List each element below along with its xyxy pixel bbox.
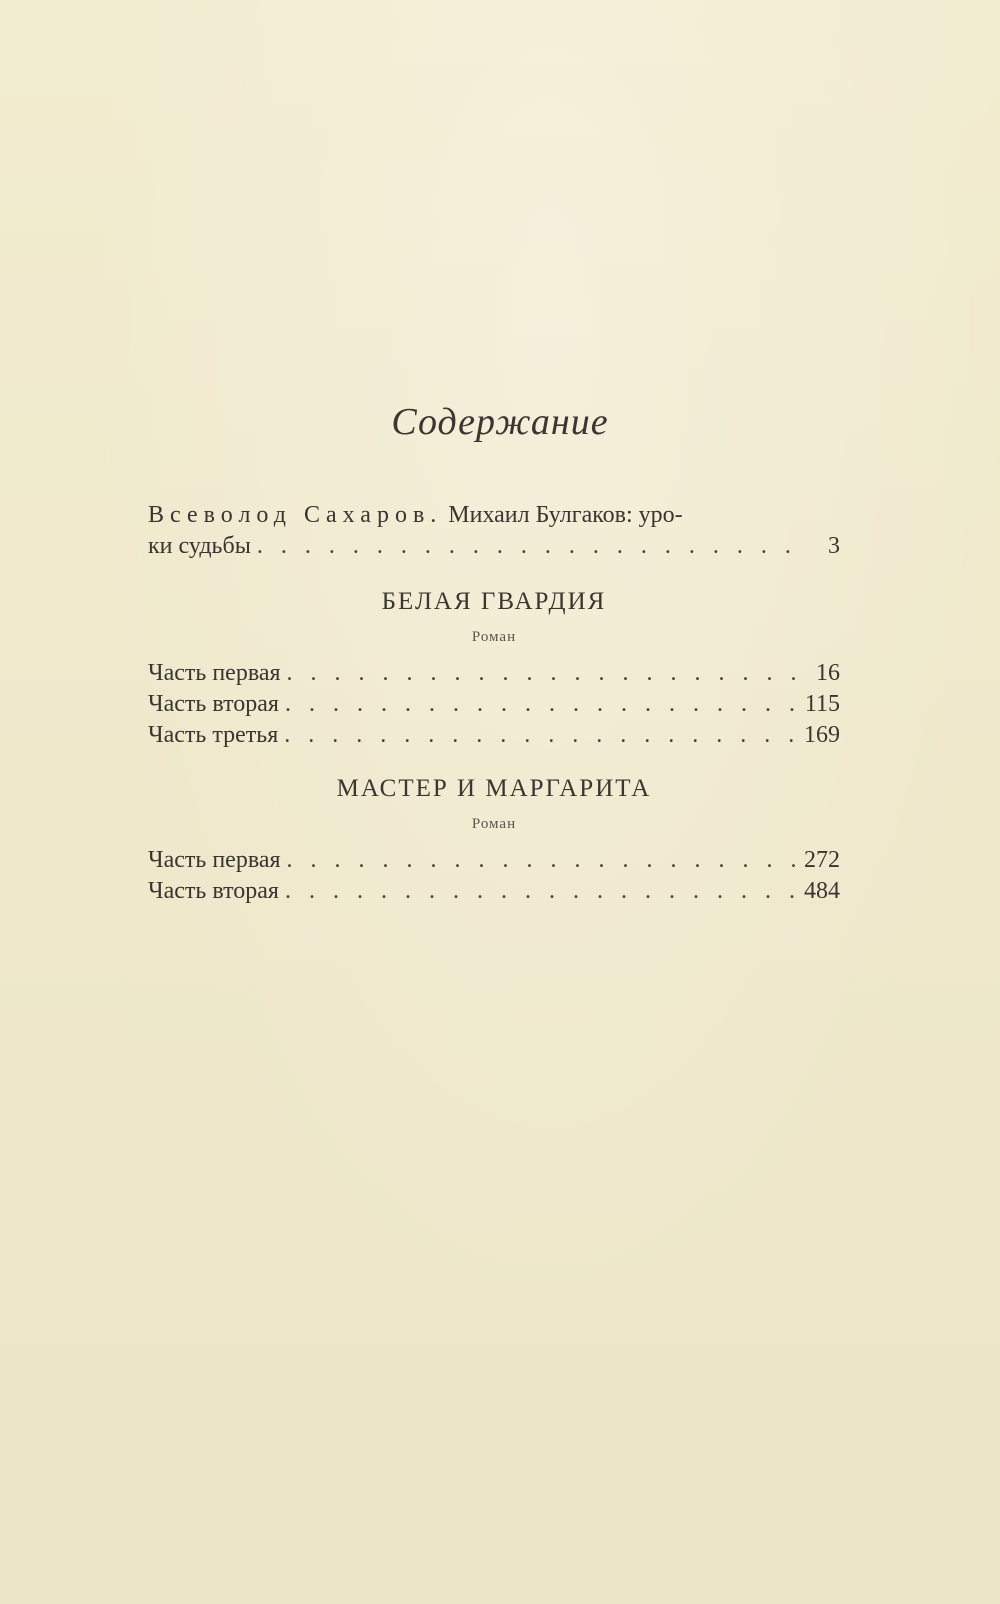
dot-leader <box>285 876 798 907</box>
entry-page: 115 <box>804 691 840 717</box>
entry-label: Часть третья <box>148 722 279 748</box>
intro-page: 3 <box>828 533 840 559</box>
section-title-master-margarita: МАСТЕР И МАРГАРИТА <box>336 775 652 802</box>
page-title: Содержание <box>391 401 609 443</box>
entry-page: 484 <box>804 878 840 904</box>
table-of-contents <box>148 500 840 907</box>
dot-leader <box>287 845 798 876</box>
intro-entry-line2 <box>148 531 840 562</box>
intro-entry-line1 <box>148 500 788 531</box>
section-title-white-guard: БЕЛАЯ ГВАРДИЯ <box>381 588 607 615</box>
entry-label: Часть вторая <box>148 878 279 904</box>
section-subtitle-white-guard: Роман <box>471 629 517 645</box>
toc-entry <box>148 876 840 907</box>
entry-page: 16 <box>816 660 840 686</box>
toc-entry <box>148 689 840 720</box>
entry-label: Часть первая <box>148 660 281 686</box>
dot-leader <box>285 689 798 720</box>
toc-entry <box>148 845 840 876</box>
entry-label: Часть первая <box>148 847 281 873</box>
intro-title-line2: ки судьбы <box>148 533 251 559</box>
dot-leader <box>257 531 798 562</box>
entry-label: Часть вторая <box>148 691 279 717</box>
entry-page: 169 <box>804 722 840 748</box>
toc-entry <box>148 658 840 689</box>
toc-entry <box>148 720 840 751</box>
dot-leader <box>287 658 798 689</box>
intro-title-line1: Михаил Булгаков: уро- <box>448 502 683 528</box>
intro-author: Всеволод Сахаров. <box>148 502 443 528</box>
entry-page: 272 <box>804 847 840 873</box>
section-subtitle-master-margarita: Роман <box>471 816 517 832</box>
dot-leader <box>284 720 798 751</box>
